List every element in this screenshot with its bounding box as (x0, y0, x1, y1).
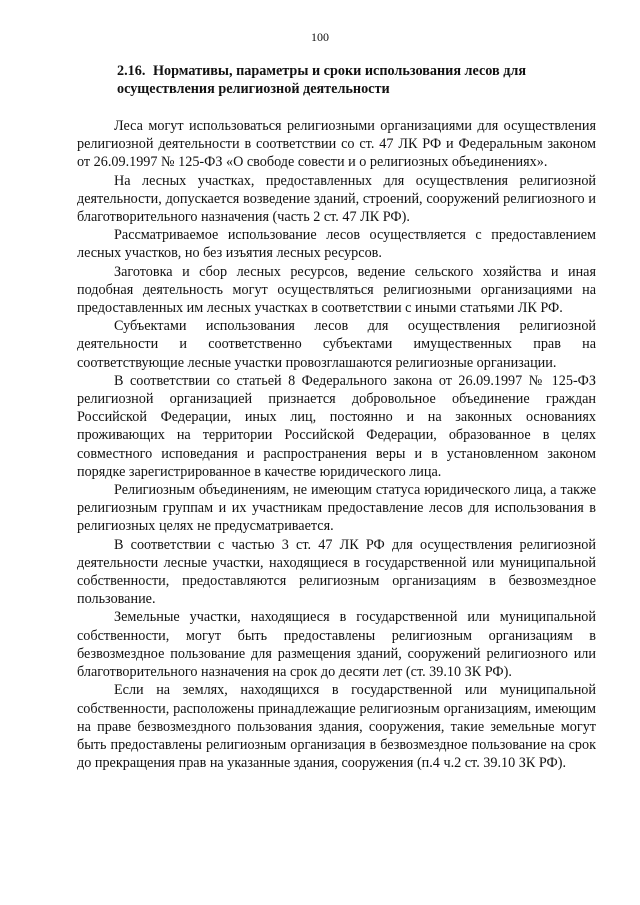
paragraph: Субъектами использования лесов для осуществления религиозной деятельности и соответственно субъектами имущественных прав на соответствующие лесные участки провозглашаются религиозные организации. (77, 318, 596, 371)
paragraph: Религиозным объединениям, не имеющим статуса юридического лица, а также религиозным группам и их участникам предоставление лесов для использования в религиозных целях не предусматривается. (77, 482, 596, 535)
section-body (77, 117, 596, 772)
paragraph: Леса могут использоваться религиозными организациями для осуществления религиозной деятельности в соответствии со ст. 47 ЛК РФ и Федеральным законом от 26.09.1997 № 125-ФЗ «О свободе совести и о религиозных объединениях». (77, 118, 596, 171)
paragraph: Рассматриваемое использование лесов осуществляется с предоставлением лесных участков, но без изъятия лесных ресурсов. (77, 227, 596, 262)
paragraph: В соответствии с частью 3 ст. 47 ЛК РФ для осуществления религиозной деятельности лесные участки, находящиеся в государственной или муниципальной собственности, предоставляются религиозным организациям в безвозмездное пользование. (77, 536, 596, 608)
paragraph: Земельные участки, находящиеся в государственной или муниципальной собственности, могут быть предоставлены религиозным организациям в безвозмездное пользование для размещения зданий, сооружений религиозного или благотворительного назначения на срок до десяти лет (ст. 39.10 ЗК РФ). (77, 609, 596, 681)
section-title: Нормативы, параметры и сроки использования лесов для осуществления религиозной деятельности (117, 63, 527, 97)
section-number: 2.16. (117, 63, 146, 79)
section-heading (117, 62, 597, 98)
page-number: 100 (311, 30, 329, 44)
paragraph: На лесных участках, предоставленных для осуществления религиозной деятельности, допускается возведение зданий, строений, сооружений религиозного и благотворительного назначения (часть 2 ст. 47 ЛК РФ). (77, 172, 596, 226)
paragraph: В соответствии со статьей 8 Федерального закона от 26.09.1997 № 125-ФЗ религиозной организацией признается добровольное объединение граждан Российской Федерации, иных лиц, постоянно и на законных основаниях проживающих на территории Российской Федерации, образованное в целях совместного исповедания и распространения веры и в установленном законом порядке зарегистрированное в качестве юридического лица. (77, 372, 596, 480)
paragraph: Если на землях, находящихся в государственной или муниципальной собственности, расположены принадлежащие религиозным организациям, имеющим на праве безвозмездного пользования здания, сооружения, такие земельные могут быть предоставлены религиозным организация в безвозмездное пользование на срок до прекращения прав на указанные здания, сооружения (п.4 ч.2 ст. 39.10 ЗК РФ). (77, 682, 596, 772)
paragraph: Заготовка и сбор лесных ресурсов, ведение сельского хозяйства и иная подобная деятельность могут осуществляться религиозными организациями на предоставленных им лесных участках в соответствии с иными статьями ЛК РФ. (77, 263, 596, 317)
